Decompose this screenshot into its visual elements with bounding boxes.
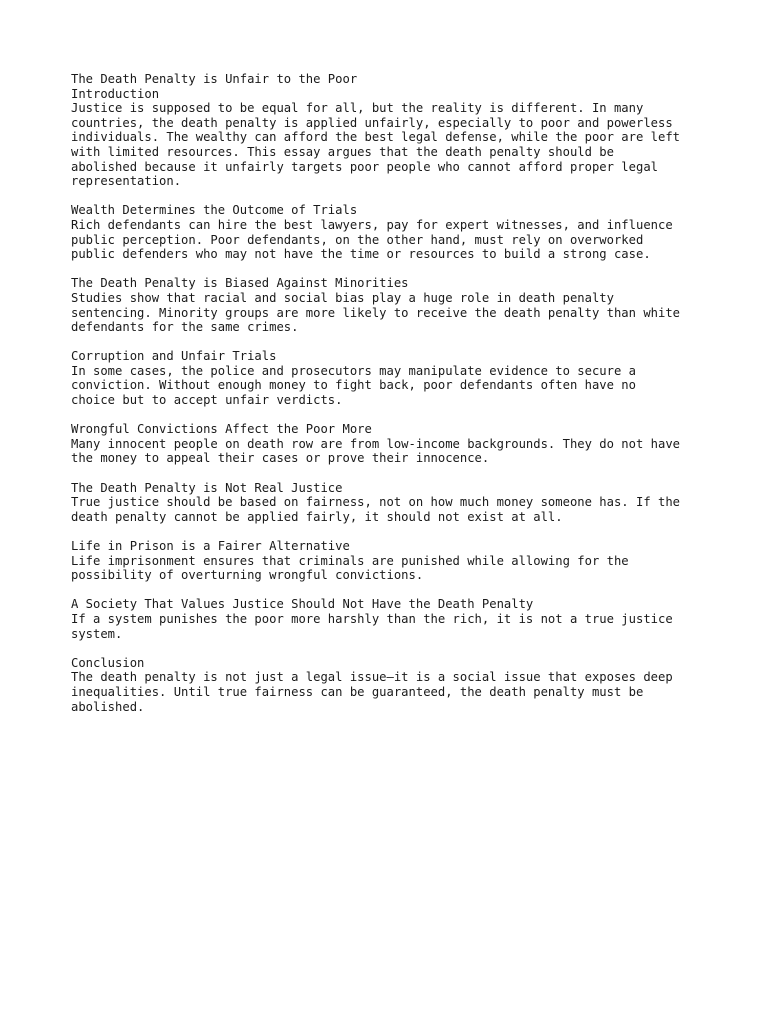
section-not-real-justice xyxy=(71,481,711,525)
intro-line: individuals. The wealthy can afford the best legal defense, while the poor are left xyxy=(71,130,681,145)
document-page xyxy=(71,72,711,729)
section-line: Rich defendants can hire the best lawyers, pay for expert witnesses, and influence xyxy=(71,217,673,232)
section-heading: A Society That Values Justice Should Not Have the Death Penalty xyxy=(71,597,534,612)
section-line: abolished. xyxy=(71,699,145,714)
intro-line: Justice is supposed to be equal for all, but the reality is different. In many xyxy=(71,101,644,116)
intro-line: with limited resources. This essay argues that the death penalty should be xyxy=(71,144,614,159)
intro-line: representation. xyxy=(71,174,182,189)
intro-heading: Introduction xyxy=(71,86,160,101)
section-line: public perception. Poor defendants, on the other hand, must rely on overworked xyxy=(71,232,644,247)
section-wrongful-convictions xyxy=(71,422,711,466)
section-heading: Life in Prison is a Fairer Alternative xyxy=(71,539,350,553)
section-line: True justice should be based on fairness, not on how much money someone has. If the xyxy=(71,495,681,510)
section-heading: The Death Penalty is Biased Against Minorities xyxy=(71,276,409,291)
section-line: conviction. Without enough money to fight back, poor defendants often have no xyxy=(71,378,636,393)
section-line: If a system punishes the poor more harshly than the rich, it is not a true justice xyxy=(71,611,673,626)
section-line: sentencing. Minority groups are more likely to receive the death penalty than white xyxy=(71,305,681,320)
section-minorities xyxy=(71,276,711,334)
section-line: inequalities. Until true fairness can be guaranteed, the death penalty must be xyxy=(71,684,644,699)
section-line: the money to appeal their cases or prove their innocence. xyxy=(71,451,490,466)
section-heading: Wealth Determines the Outcome of Trials xyxy=(71,203,358,218)
section-line: death penalty cannot be applied fairly, it should not exist at all. xyxy=(71,509,563,524)
section-line: In some cases, the police and prosecutors may manipulate evidence to secure a xyxy=(71,363,636,378)
section-conclusion xyxy=(71,656,711,714)
intro-section xyxy=(71,72,711,189)
section-society-values xyxy=(71,597,711,641)
intro-line: countries, the death penalty is applied unfairly, especially to poor and powerless xyxy=(71,115,673,130)
section-line: Studies show that racial and social bias play a huge role in death penalty xyxy=(71,290,614,305)
intro-line: abolished because it unfairly targets poor people who cannot afford proper legal xyxy=(71,159,658,174)
section-wealth xyxy=(71,203,711,261)
section-line: Many innocent people on death row are from low-income backgrounds. They do not have xyxy=(71,436,681,451)
section-line: choice but to accept unfair verdicts. xyxy=(71,393,343,408)
section-heading: Corruption and Unfair Trials xyxy=(71,349,277,364)
section-life-in-prison xyxy=(71,539,711,583)
section-line: system. xyxy=(71,626,123,641)
section-line: possibility of overturning wrongful convictions. xyxy=(71,568,424,583)
section-corruption xyxy=(71,349,711,407)
section-line: Life imprisonment ensures that criminals are punished while allowing for the xyxy=(71,553,629,568)
section-heading: The Death Penalty is Not Real Justice xyxy=(71,480,343,495)
document-title: The Death Penalty is Unfair to the Poor xyxy=(71,72,358,86)
section-line: defendants for the same crimes. xyxy=(71,320,299,335)
section-heading: Wrongful Convictions Affect the Poor More xyxy=(71,422,372,437)
section-heading: Conclusion xyxy=(71,655,145,670)
section-line: The death penalty is not just a legal issue—it is a social issue that exposes deep xyxy=(71,670,673,685)
section-line: public defenders who may not have the time or resources to build a strong case. xyxy=(71,247,651,262)
